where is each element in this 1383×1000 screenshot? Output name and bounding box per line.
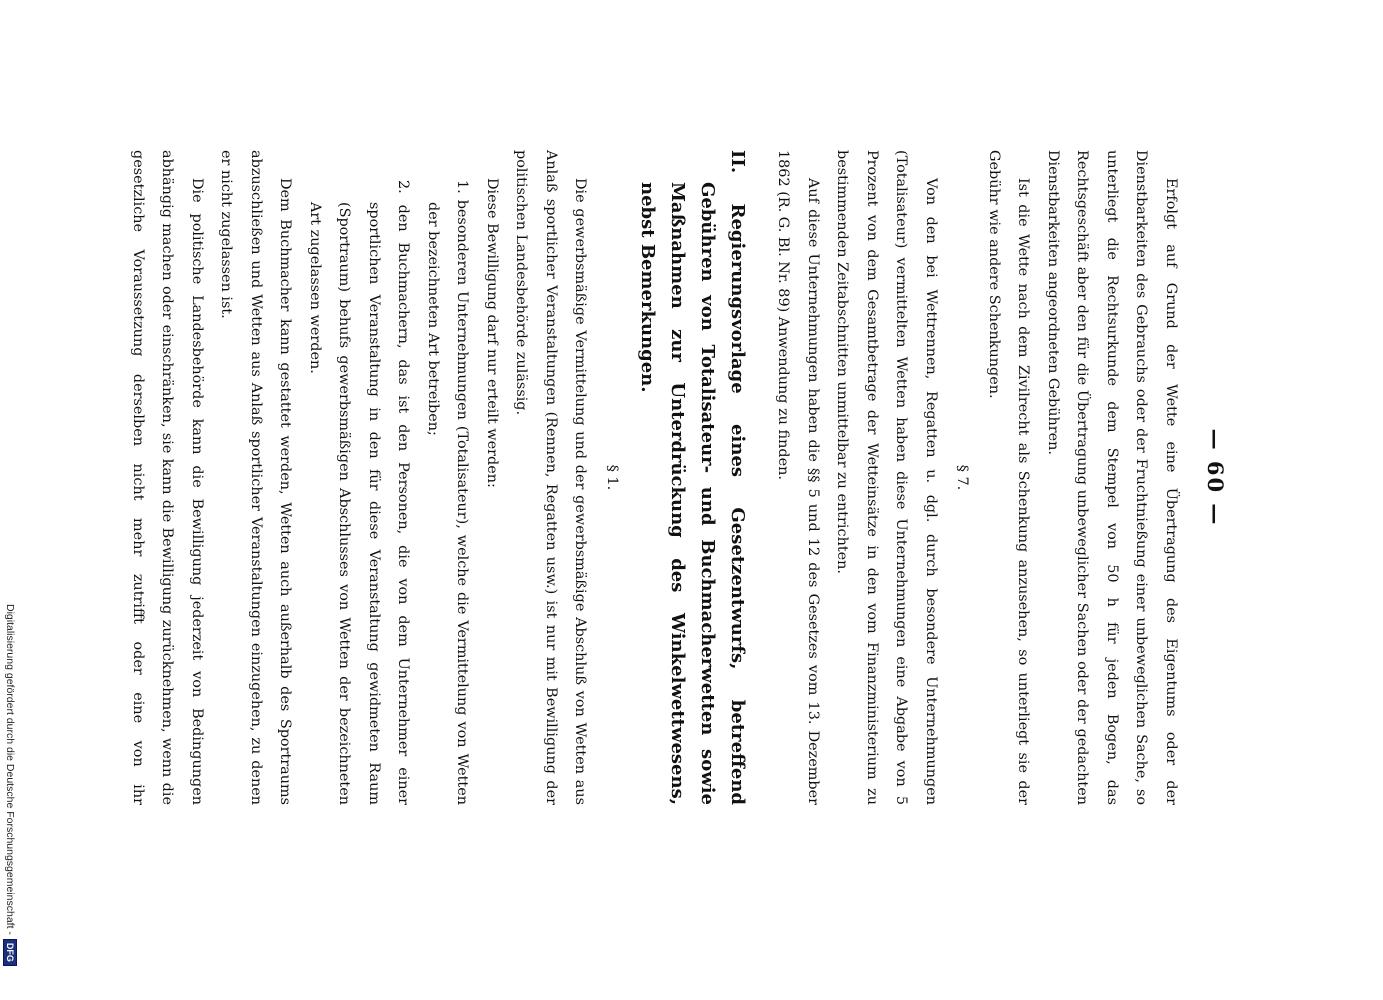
page-content <box>130 0 1250 1000</box>
list-item-buchmacher: 2. den Buchmachern, das ist den Personen, die von dem Unternehmer einer sportlichen Veranstaltung in den für diese Veranstaltung gewidmeten Raum (Sportraum) behufs gewerbsmäßigen Abschlusses von Wetten der bezeichneten Art zugelassen werden. <box>307 180 412 805</box>
scanned-page <box>130 0 1250 1000</box>
paragraph-section-1-b: Diese Bewilligung darf nur erteilt werden: <box>484 178 500 488</box>
paragraph-section-7-b: Auf diese Unternehmungen haben die §§ 5 und 12 des Gesetzes vom 13. Dezember 1862 (R. G. Bl. Nr. 89) Anwendung zu finden. <box>775 150 821 805</box>
section-7-heading: § 7. <box>954 464 971 491</box>
paragraph-section-1-d: Die politische Landesbehörde kann die Bewilligung jederzeit von Bedingungen abhängig machen oder einschränken, sie kann die Bewilligung zurücknehmen, wenn die gesetzliche Voraussetzung derselben nicht mehr zutrifft oder eine von ihr <box>130 150 205 805</box>
paragraph-wette-eigentum: Erfolgt auf Grund der Wette eine Übertragung des Eigentums oder der Dienstbarkeiten des Gebrauchs oder der Fruchtnießung einer unbeweglichen Sache, so unterliegt die Rechtsurkunde dem Stempel von 50 h für jeden Bogen, das Rechtsgeschäft aber den für die Übertragung unbeweglicher Sachen oder der gedachten Dienstbarkeiten angeordneten Gebühren. <box>1045 150 1179 805</box>
section-1-heading: § 1. <box>604 464 620 491</box>
paragraph-section-1-a: Die gewerbsmäßige Vermittelung und der gewerbsmäßige Abschluß von Wetten aus Anlaß sportlicher Veranstaltungen (Rennen, Regatten usw.) ist nur mit Bewilligung der politischen Landesbehörde zulässig. <box>513 150 589 805</box>
list-item-totalisateur: 1. besonderen Unternehmungen (Totalisateur), welche die Vermittelung von Wetten der bezeichneten Art betreiben; <box>425 180 471 805</box>
credit-text: Digitalisierung gefördert durch die Deutsche Forschungsgemeinschaft - <box>4 604 16 935</box>
paragraph-section-1-c: Dem Buchmacher kann gestattet werden, Wetten auch außerhalb des Sportraums abzuschließen und Wetten aus Anlaß sportlicher Veranstaltungen einzugehen, zu denen er nicht zugelassen ist. <box>218 150 294 805</box>
digitization-credit <box>2 604 18 996</box>
digitization-credit-inner <box>2 604 18 996</box>
page-number: — 60 — <box>1203 428 1228 527</box>
dfg-logo: DFG <box>3 939 17 966</box>
paragraph-schenkung: Ist die Wette nach dem Zivilrecht als Schenkung anzusehen, so unterliegt sie der Gebühr wie andere Schenkungen. <box>986 150 1032 805</box>
chapter-title: II. Regierungsvorlage eines Gesetzentwurfs, betreffend Gebühren von Totalisateur- und Buchmacherwetten sowie Maßnahmen zur Unterdrückung des Winkelwettwesens, nebst Bemerkungen. <box>637 150 748 805</box>
text-column <box>130 150 1228 805</box>
paragraph-section-7-a: Von den bei Wettrennen, Regatten u. dgl. durch besondere Unternehmungen (Totalisateur) vermittelten Wetten haben diese Unternehmungen eine Abgabe von 5 Prozent von dem Gesamtbetrage der Wetteinsätze in den vom Finanzministerium zu bestimmenden Zeitabschnitten unmittelbar zu entrichten. <box>834 150 939 805</box>
